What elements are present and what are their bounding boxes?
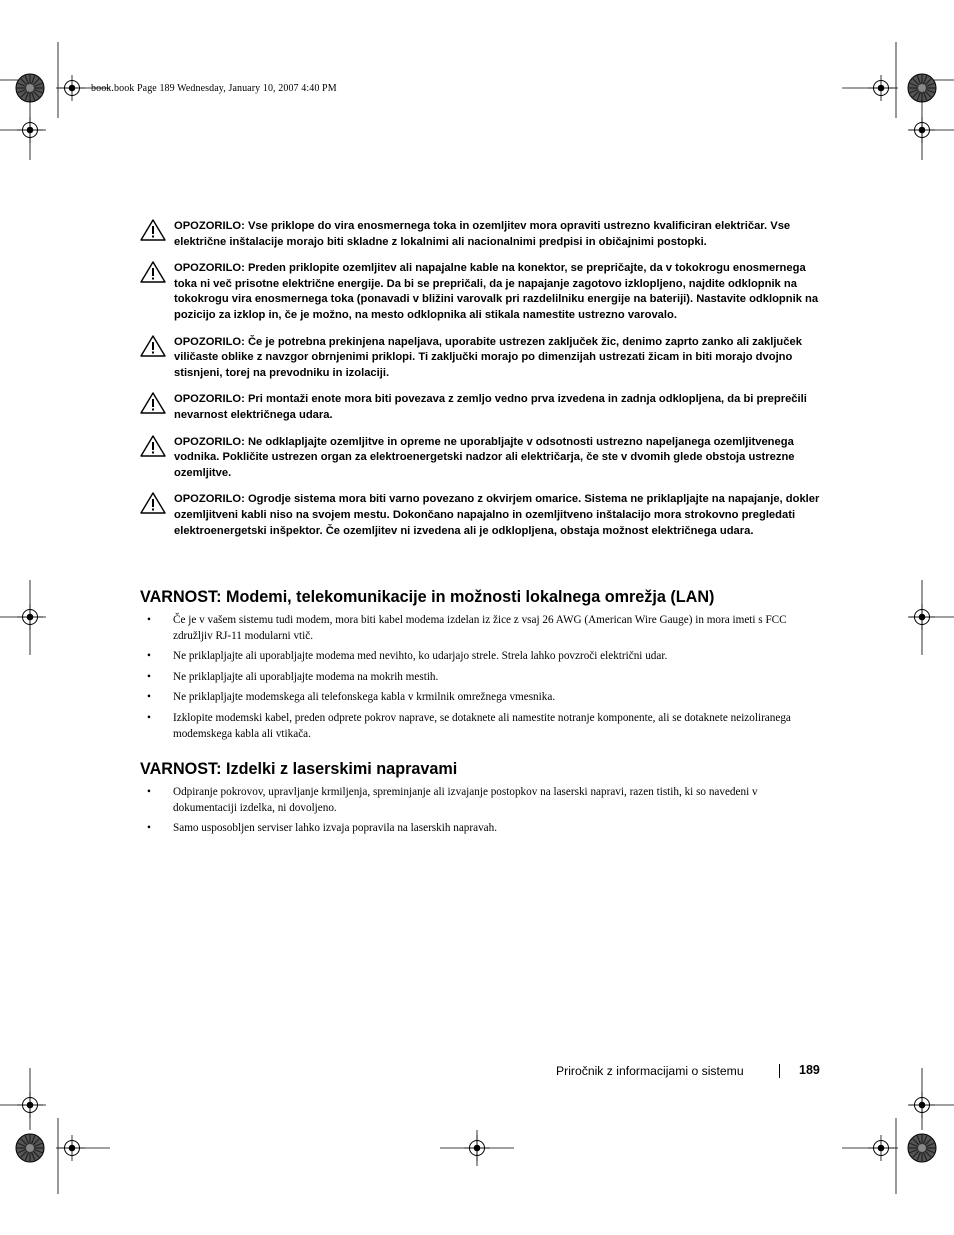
warning-text: Če je potrebna prekinjena napeljava, uporabite ustrezen zaključek žic, denimo zaprto zanko ali zaključek viličaste oblike z navzgor obrnjenimi priklopi. Ti zaključki morajo po dimenzijah ustrezati žicam in biti morajo dvojno stisnjeni, torej na prevodniku in izolaciji.: [174, 335, 802, 379]
list-item-text: Ne priklapljajte ali uporabljajte modema na mokrih mestih.: [173, 670, 439, 683]
color-wheel-icon: [908, 74, 936, 102]
warning-label: OPOZORILO:: [174, 393, 245, 406]
bullet-icon: •: [147, 691, 151, 704]
warning-1: [140, 219, 820, 250]
warning-label: OPOZORILO:: [174, 335, 245, 348]
warning-text: Vse priklope do vira enosmernega toka in ozemljitev mora opraviti ustrezno kvalificiran električar. Vse električne inštalacije morajo biti skladne z lokalnimi ali nacionalnimi predpisi in običajnimi postopki.: [174, 220, 791, 248]
list-item-text: Ne priklapljajte ali uporabljajte modema med nevihto, ko udarjajo strele. Strela lahko povzroči električni udar.: [173, 650, 668, 663]
warning-triangle-icon: [140, 392, 166, 414]
warning-label: OPOZORILO:: [174, 220, 245, 232]
page-number: 189: [799, 1063, 820, 1077]
warning-label: OPOZORILO:: [174, 493, 245, 506]
warning-label: OPOZORILO:: [174, 435, 245, 448]
list-item: [147, 821, 807, 837]
warning-triangle-icon: [140, 335, 166, 357]
warning-text: Ne odklapljajte ozemljitve in opreme ne uporabljajte v odsotnosti ustrezno napeljanega ozemljitvenega vodnika. Pokličite ustrezen organ za elektroenergetski nadzor ali električarja, če ste v dvomih glede obstoja ustrezne ozemljitve.: [174, 435, 795, 479]
warning-6: [140, 492, 820, 539]
warning-label: OPOZORILO:: [174, 262, 245, 275]
warning-text: Preden priklopite ozemljitev ali napajalne kable na konektor, se prepričajte, da v tokokrogu enosmernega toka ni več prisotne električne energije. Da bi se prepričali, da je napajanje zagotovo izklopljeno, najdite odklopnik na tokokrogu vira enosmernega toka (ponavadi v bližini varovalk pri razdelilniku energije na bateriji). Nastavite odklopnik na pozicijo za izklop in, če je možno, na mesto odklopnika ali stikala namestite ustrezno varovalo.: [174, 262, 819, 321]
bullet-icon: •: [147, 614, 151, 626]
warning-2: [140, 261, 820, 323]
list-item-text: Izklopite modemski kabel, preden odprete pokrov naprave, se dotaknete ali namestite notranje komponente, ali se dotaknete neizoliranega modemskega kabla ali vtikača.: [173, 711, 791, 740]
list-item: [147, 649, 807, 665]
section-title-laser: VARNOST: Izdelki z laserskimi napravami: [140, 760, 458, 778]
color-wheel-icon: [16, 1134, 44, 1162]
warning-text: Ogrodje sistema mora biti varno povezano z okvirjem omarice. Sistema ne priklapljajte na napajanje, dokler ozemljitveni kabli niso na svojem mestu. Dokončano napajalno in ozemljitveno inštalacijo mora strokovno pregledati elektroenergetski inšpektor. Če ozemljitev ni izvedena ali je odklopljena, obstaja možnost električnega udara.: [174, 493, 820, 537]
section-title-lan: VARNOST: Modemi, telekomunikacije in možnosti lokalnega omrežja (LAN): [140, 588, 715, 606]
bullet-icon: •: [147, 822, 151, 835]
warning-triangle-icon: [140, 435, 166, 457]
warning-4: [140, 392, 820, 423]
list-item-text: Ne priklapljajte modemskega ali telefonskega kabla v krmilnik omrežnega vmesnika.: [173, 691, 556, 704]
warning-triangle-icon: [140, 492, 166, 514]
warning-5: [140, 435, 820, 482]
laser-bullet-list: [147, 785, 807, 842]
bullet-icon: •: [147, 650, 151, 663]
warning-text: Pri montaži enote mora biti povezava z zemljo vedno prva izvedena in zadnja odklopljena, da bi preprečili nevarnost električnega udara.: [174, 393, 807, 421]
lan-bullet-list: [147, 613, 807, 747]
list-item: [147, 711, 807, 742]
bullet-icon: •: [147, 711, 151, 724]
bullet-icon: •: [147, 786, 151, 798]
warning-triangle-icon: [140, 219, 166, 241]
color-wheel-icon: [16, 74, 44, 102]
list-item-text: Samo usposobljen serviser lahko izvaja popravila na laserskih napravah.: [173, 822, 498, 835]
footer-book-title: Priročnik z informacijami o sistemu: [556, 1064, 744, 1078]
list-item: [147, 785, 807, 816]
list-item: [147, 670, 807, 686]
list-item-text: Odpiranje pokrovov, upravljanje krmiljenja, spreminjanje ali izvajanje postopkov na laserski napravi, razen tistih, ki so navedeni v dokumentaciji izdelka, ni dovoljeno.: [173, 786, 758, 814]
footer-divider: [779, 1064, 780, 1078]
warning-3: [140, 335, 820, 382]
warnings-list: [140, 219, 820, 539]
print-metadata: book.book Page 189 Wednesday, January 10, 2007 4:40 PM: [91, 83, 337, 94]
bullet-icon: •: [147, 670, 151, 683]
list-item: [147, 613, 807, 644]
color-wheel-icon: [908, 1134, 936, 1162]
warning-triangle-icon: [140, 261, 166, 283]
list-item: [147, 690, 807, 706]
list-item-text: Če je v vašem sistemu tudi modem, mora biti kabel modema izdelan iz žice z vsaj 26 AWG (American Wire Gauge) in mora imeti s FCC združljiv RJ-11 modularni vtič.: [173, 614, 787, 642]
